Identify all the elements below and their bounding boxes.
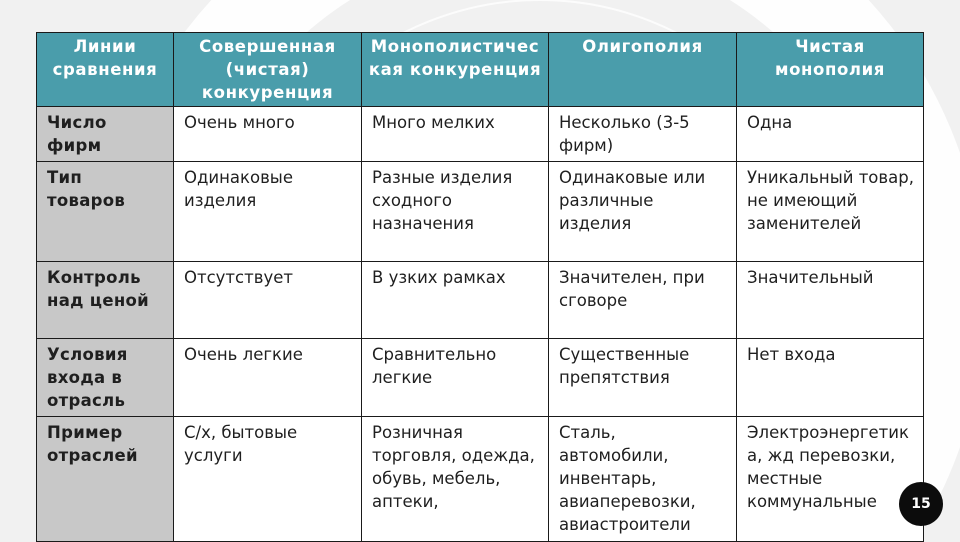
table-cell: Одинаковые или различные изделия [549,162,737,262]
table-row [37,339,924,417]
table-cell: В узких рамках [362,262,549,339]
market-structures-table [36,32,924,542]
table-cell: Сравнительно легкие [362,339,549,417]
header-oligopoly: Олигополия [549,33,737,107]
table-row [37,162,924,262]
row-label: Число фирм [37,107,174,162]
row-label: Условия входа в отрасль [37,339,174,417]
table-cell: Электроэнергетика, жд перевозки, местные коммунальные [737,417,924,542]
header-pure-monopoly: Чистая монополия [737,33,924,107]
table-cell: С/х, бытовые услуги [174,417,362,542]
table-cell: Существенные препятствия [549,339,737,417]
table-cell: Отсутствует [174,262,362,339]
header-comparison-lines: Линии сравнения [37,33,174,107]
table-cell: Розничная торговля, одежда, обувь, мебель, аптеки, [362,417,549,542]
table-cell: Разные изделия сходного назначения [362,162,549,262]
row-label: Контроль над ценой [37,262,174,339]
header-perfect-competition: Совершенная (чистая) конкуренция [174,33,362,107]
table-cell: Уникальный товар, не имеющий заменителей [737,162,924,262]
table-cell: Одна [737,107,924,162]
table-cell: Значительный [737,262,924,339]
table-cell: Очень много [174,107,362,162]
table-cell: Очень легкие [174,339,362,417]
table-cell: Нет входа [737,339,924,417]
table-cell: Сталь, автомобили, инвентарь, авиаперевозки, авиастроители [549,417,737,542]
table-cell: Несколько (3-5 фирм) [549,107,737,162]
table-row [37,262,924,339]
header-monopolistic-competition: Монополистическая конкуренция [362,33,549,107]
table-row [37,107,924,162]
row-label: Тип товаров [37,162,174,262]
table-cell: Много мелких [362,107,549,162]
table-header-row [37,33,924,107]
page-number-badge: 15 [899,482,943,526]
row-label: Пример отраслей [37,417,174,542]
table-cell: Одинаковые изделия [174,162,362,262]
table-cell: Значителен, при сговоре [549,262,737,339]
table-row [37,417,924,542]
